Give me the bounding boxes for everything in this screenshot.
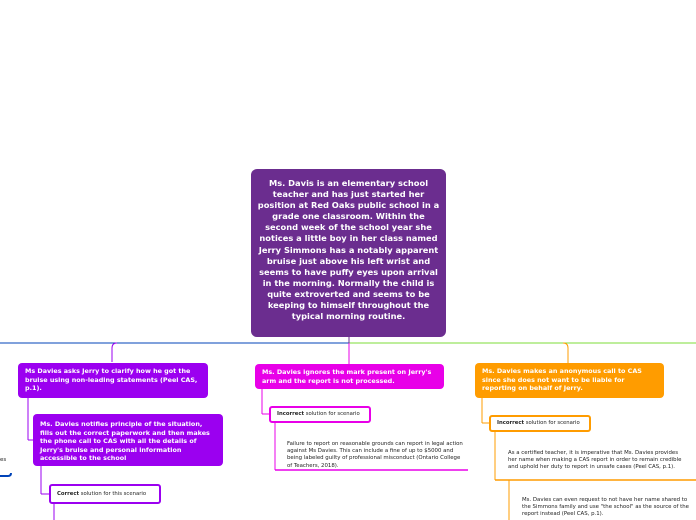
branch-middle-note[interactable]: Failure to report on reasonable grounds can report in legal action against Ms Davies. This can include a fine of up to $5000 and being labeled guilty of professional misconduct (Ontario College of Teachers, 2018). — [287, 441, 463, 469]
branch-right-note-2[interactable]: Ms. Davies can even request to not have her name shared to the Simmons family and use "the school" as the source of the report instead (Peel CAS, p.1). — [522, 497, 689, 518]
branch-middle-topic[interactable]: Ms. Davies ignores the mark present on Jerry's arm and the report is not processed. — [255, 364, 444, 389]
branch-left-topic[interactable]: Ms Davies asks Jerry to clarify how he got the bruise using non-leading statements (Peel CAS, p.1). — [18, 363, 208, 398]
verdict-word: Incorrect — [497, 420, 525, 426]
branch-left-subtopic[interactable]: Ms. Davies notifies principle of the situation, fills out the correct paperwork and then makes the phone call to CAS with all the details of Jerry's bruise and personal information accessible to the school — [33, 414, 223, 466]
branch-right-verdict[interactable] — [489, 415, 591, 432]
central-topic[interactable]: Ms. Davis is an elementary school teacher and has just started her position at Red Oaks public school in a grade one classroom. Within the second week of the school year she notices a little boy in her class named Jerry Simmons has a notably apparent bruise just above his left wrist and seems to have puffy eyes upon arrival in the morning. Normally the child is quite extroverted and seems to be keeping to himself throughout the typical morning routine. — [251, 169, 446, 337]
verdict-text: solution for scenario — [524, 420, 580, 426]
verdict-text: solution for scenario — [304, 411, 360, 417]
verdict-word: Correct — [57, 491, 80, 497]
verdict-word: Incorrect — [277, 411, 305, 417]
verdict-text: solution for this scenario — [79, 491, 147, 497]
branch-left-verdict[interactable] — [49, 484, 161, 504]
branch-right-note-1[interactable]: As a certified teacher, it is imperative that Ms. Davies provides her name when making a CAS report in order to remain credible and uphold her duty to report in unsafe cases (Peel CAS, p.1). — [508, 450, 682, 471]
clipped-edge-text: es — [0, 457, 7, 463]
branch-middle-verdict[interactable] — [269, 406, 371, 423]
branch-right-topic[interactable]: Ms. Davies makes an anonymous call to CAS since she does not want to be liable for reporting on behalf of Jerry. — [475, 363, 664, 398]
